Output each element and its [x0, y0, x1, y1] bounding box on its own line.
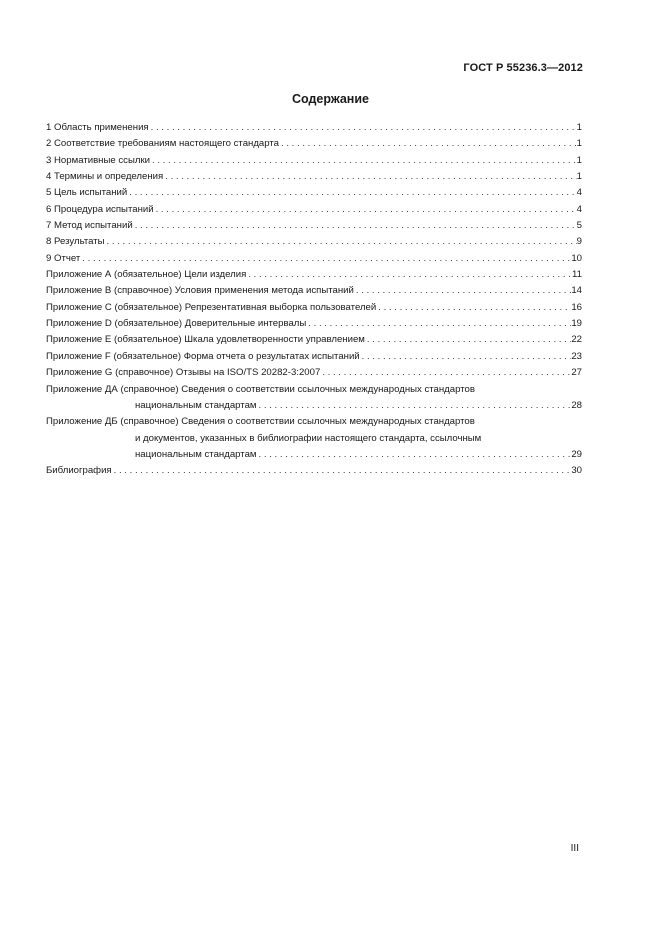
toc-entry-continuation	[46, 431, 582, 447]
dot-leader	[163, 169, 576, 185]
toc-entry-label: 1 Область применения	[46, 122, 149, 133]
toc-entry[interactable]	[46, 153, 582, 169]
toc-entry-line	[46, 251, 582, 267]
toc-entry-line	[46, 283, 582, 299]
toc-entry-label: Приложение С (обязательное) Репрезентативная выборка пользователей	[46, 301, 377, 313]
toc-entry-line	[46, 120, 582, 136]
dot-leader	[133, 218, 577, 234]
toc-entry-label: 7 Метод испытаний	[46, 220, 133, 232]
toc-entry[interactable]	[46, 234, 582, 250]
toc-entry-page: 4	[576, 187, 582, 199]
toc-entry-line	[46, 185, 582, 201]
dot-leader	[105, 234, 577, 250]
toc-entry-label: Приложение ДБ (справочное) Сведения о соответствии ссылочных международных стандартов	[46, 416, 475, 428]
toc-entry-label: Приложение А (обязательное) Цели изделия	[46, 269, 247, 281]
toc-entry-line	[46, 136, 582, 152]
toc-entry[interactable]	[46, 283, 582, 299]
toc-entry-label: 8 Результаты	[46, 236, 105, 248]
dot-leader	[376, 300, 571, 316]
toc-entry-page: 1	[576, 171, 582, 183]
toc-entry[interactable]	[46, 267, 582, 283]
toc-entry-label: Приложение D (обязательное) Доверительные интервалы	[46, 318, 307, 330]
dot-leader	[279, 136, 577, 152]
dot-leader	[365, 332, 571, 348]
toc-entry-page: 4	[576, 203, 582, 215]
toc-entry-label: Приложение Е (обязательное) Шкала удовлетворенности управлением	[46, 334, 365, 346]
toc-entry-line	[46, 463, 582, 479]
toc-entry-page: 1	[576, 154, 582, 166]
toc-entry[interactable]	[46, 300, 582, 316]
dot-leader	[246, 267, 572, 283]
toc-entry-label: Приложение G (справочное) Отзывы на ISO/TS 20282-3:2007	[46, 367, 321, 379]
toc-entry[interactable]	[46, 463, 582, 479]
toc-entry[interactable]	[46, 414, 582, 463]
toc-entry[interactable]	[46, 251, 582, 267]
toc-entry-label: национальным стандартам	[135, 448, 257, 460]
toc-entry-page: 27	[571, 367, 582, 379]
toc-entry[interactable]	[46, 332, 582, 348]
toc-entry[interactable]	[46, 349, 582, 365]
toc-entry-page: 11	[572, 269, 582, 281]
toc-entry-continuation	[46, 447, 582, 463]
toc-entry-page: 1	[576, 122, 582, 133]
toc-entry-line	[46, 218, 582, 234]
toc-entry[interactable]	[46, 202, 582, 218]
toc-entry-page: 29	[571, 448, 582, 460]
toc-entry-continuation	[46, 398, 582, 414]
toc-entry-page: 30	[571, 465, 582, 477]
dot-leader	[154, 202, 577, 218]
toc-entry-page: 19	[571, 318, 582, 330]
dot-leader	[150, 153, 577, 169]
toc-entry-line	[46, 365, 582, 381]
toc-entry-label: 4 Термины и определения	[46, 171, 164, 183]
toc-entry-label: 5 Цель испытаний	[46, 187, 128, 199]
toc-entry[interactable]	[46, 185, 582, 201]
toc-entry-label: 2 Соответствие требованиям настоящего стандарта	[46, 138, 280, 150]
toc-title: Содержание	[291, 92, 369, 106]
toc-entry-line	[46, 414, 582, 430]
toc-entry[interactable]	[46, 365, 582, 381]
toc-entry-label: национальным стандартам	[135, 399, 257, 411]
toc-entry-line	[46, 332, 582, 348]
toc-entry-label: Приложение В (справочное) Условия применения метода испытаний	[46, 285, 354, 297]
toc-entry-line	[46, 382, 582, 398]
toc-entry-page: 14	[571, 285, 582, 297]
toc-entry[interactable]	[46, 218, 582, 234]
dot-leader	[80, 251, 571, 267]
toc-entry-line	[46, 300, 582, 316]
dot-leader	[257, 447, 572, 463]
toc-entry[interactable]	[46, 120, 582, 136]
toc-entry-line	[46, 234, 582, 250]
toc-entry-page: 5	[576, 220, 582, 232]
toc-entry-label: и документов, указанных в библиографии настоящего стандарта, ссылочным	[135, 432, 482, 444]
dot-leader	[360, 349, 572, 365]
table-of-contents	[46, 120, 582, 480]
dot-leader	[112, 463, 572, 479]
toc-entry[interactable]	[46, 316, 582, 332]
dot-leader	[320, 365, 571, 381]
dot-leader	[354, 283, 571, 299]
toc-entry-page: 16	[571, 301, 582, 313]
toc-entry-label: 9 Отчет	[46, 252, 81, 264]
toc-entry-page: 22	[571, 334, 582, 346]
toc-entry-label: Приложение F (обязательное) Форма отчета о результатах испытаний	[46, 350, 360, 362]
toc-entry-label: 3 Нормативные ссылки	[46, 154, 151, 166]
toc-entry-line	[46, 169, 582, 185]
dot-leader	[306, 316, 571, 332]
page-number: III	[570, 843, 579, 854]
dot-leader	[149, 120, 577, 136]
toc-entry[interactable]	[46, 136, 582, 152]
toc-entry-page: 23	[571, 350, 582, 362]
toc-entry[interactable]	[46, 169, 582, 185]
toc-entry-line	[46, 349, 582, 365]
toc-entry-page: 9	[576, 236, 582, 248]
toc-entry-page: 28	[571, 399, 582, 411]
dot-leader	[257, 398, 572, 414]
dot-leader	[127, 185, 576, 201]
toc-entry-line	[46, 267, 582, 283]
toc-entry-label: Библиография	[46, 465, 112, 477]
toc-entry-line	[46, 153, 582, 169]
toc-entry-label: 6 Процедура испытаний	[46, 203, 154, 215]
toc-entry-line	[46, 316, 582, 332]
toc-entry-page: 1	[576, 138, 582, 150]
toc-entry[interactable]	[46, 382, 582, 415]
toc-entry-label: Приложение ДА (справочное) Сведения о соответствии ссылочных международных стандартов	[46, 383, 475, 395]
toc-entry-line	[46, 202, 582, 218]
document-header: ГОСТ Р 55236.3—2012	[463, 62, 583, 74]
toc-entry-page: 10	[571, 252, 582, 264]
